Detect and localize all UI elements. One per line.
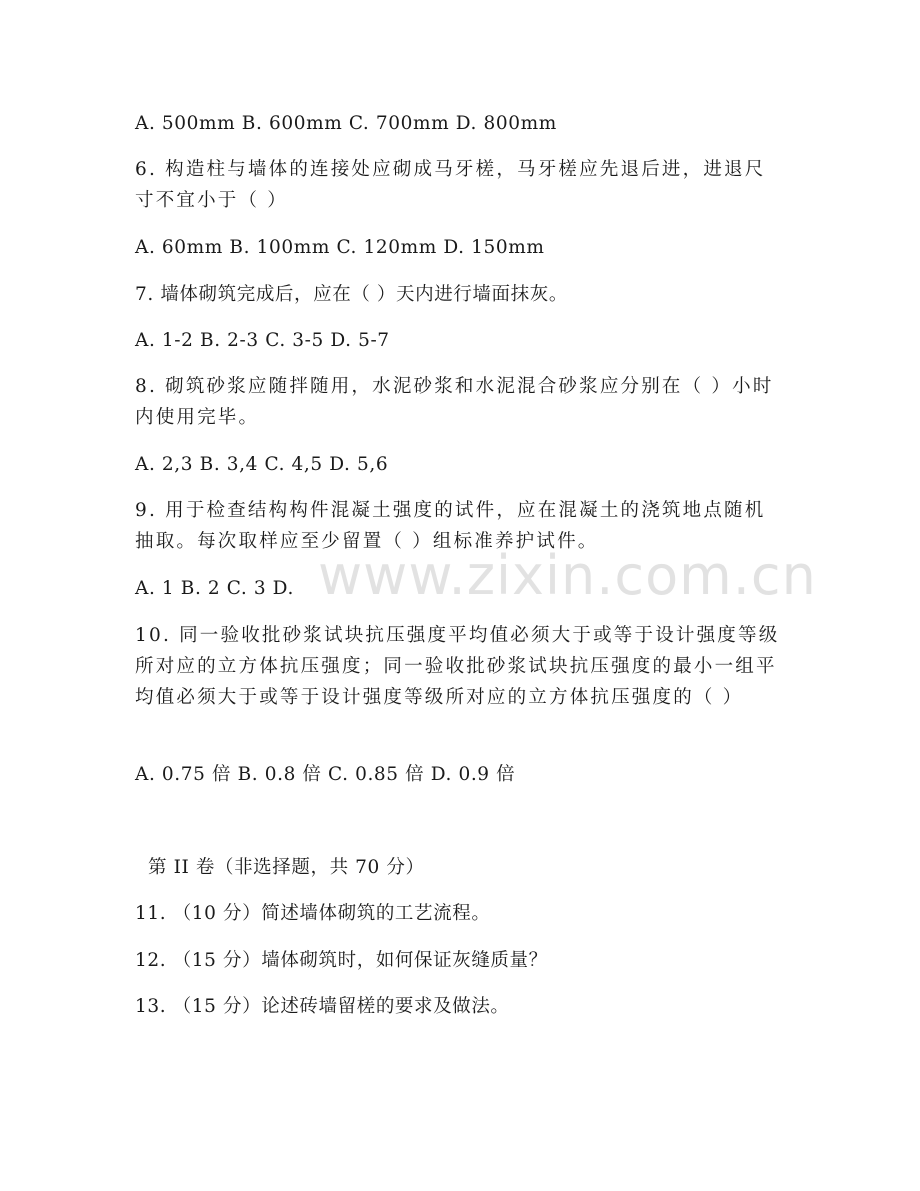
q12-text: 12. （15 分）墙体砌筑时，如何保证灰缝质量？ (135, 950, 548, 971)
q7-text: 7. 墙体砌筑完成后，应在（ ）天内进行墙面抹灰。 (135, 284, 568, 305)
q6-options: A. 60mm B. 100mm C. 120mm D. 150mm (135, 237, 545, 258)
q7-options: A. 1-2 B. 2-3 C. 3-5 D. 5-7 (135, 330, 390, 351)
section-2-title: 第 II 卷（非选择题，共 70 分） (148, 857, 425, 878)
q9-text: 9. 用于检查结构构件混凝土强度的试件，应在混凝土的浇筑地点随机抽取。每次取样应至少留置（ ）组标准养护试件。 (135, 500, 766, 552)
q9-options: A. 1 B. 2 C. 3 D. (135, 578, 294, 599)
watermark-text: www.zixin.com.cn (318, 544, 817, 607)
q10-options: A. 0.75 倍 B. 0.8 倍 C. 0.85 倍 D. 0.9 倍 (135, 764, 516, 785)
q8-options: A. 2,3 B. 3,4 C. 4,5 D. 5,6 (135, 454, 389, 475)
q11-text: 11. （10 分）简述墙体砌筑的工艺流程。 (135, 903, 491, 924)
q8-text: 8. 砌筑砂浆应随拌随用，水泥砂浆和水泥混合砂浆应分别在（ ）小时内使用完毕。 (135, 376, 774, 428)
q5-options: A. 500mm B. 600mm C. 700mm D. 800mm (135, 113, 557, 134)
q6-text: 6. 构造柱与墙体的连接处应砌成马牙槎，马牙槎应先退后进，进退尺寸不宜小于（ ） (135, 159, 766, 211)
q13-text: 13. （15 分）论述砖墙留槎的要求及做法。 (135, 996, 510, 1017)
q10-text: 10. 同一验收批砂浆试块抗压强度平均值必须大于或等于设计强度等级所对应的立方体抗压强度；同一验收批砂浆试块抗压强度的最小一组平均值必须大于或等于设计强度等级所对应的立方体抗压强度的（ ） (135, 625, 780, 708)
